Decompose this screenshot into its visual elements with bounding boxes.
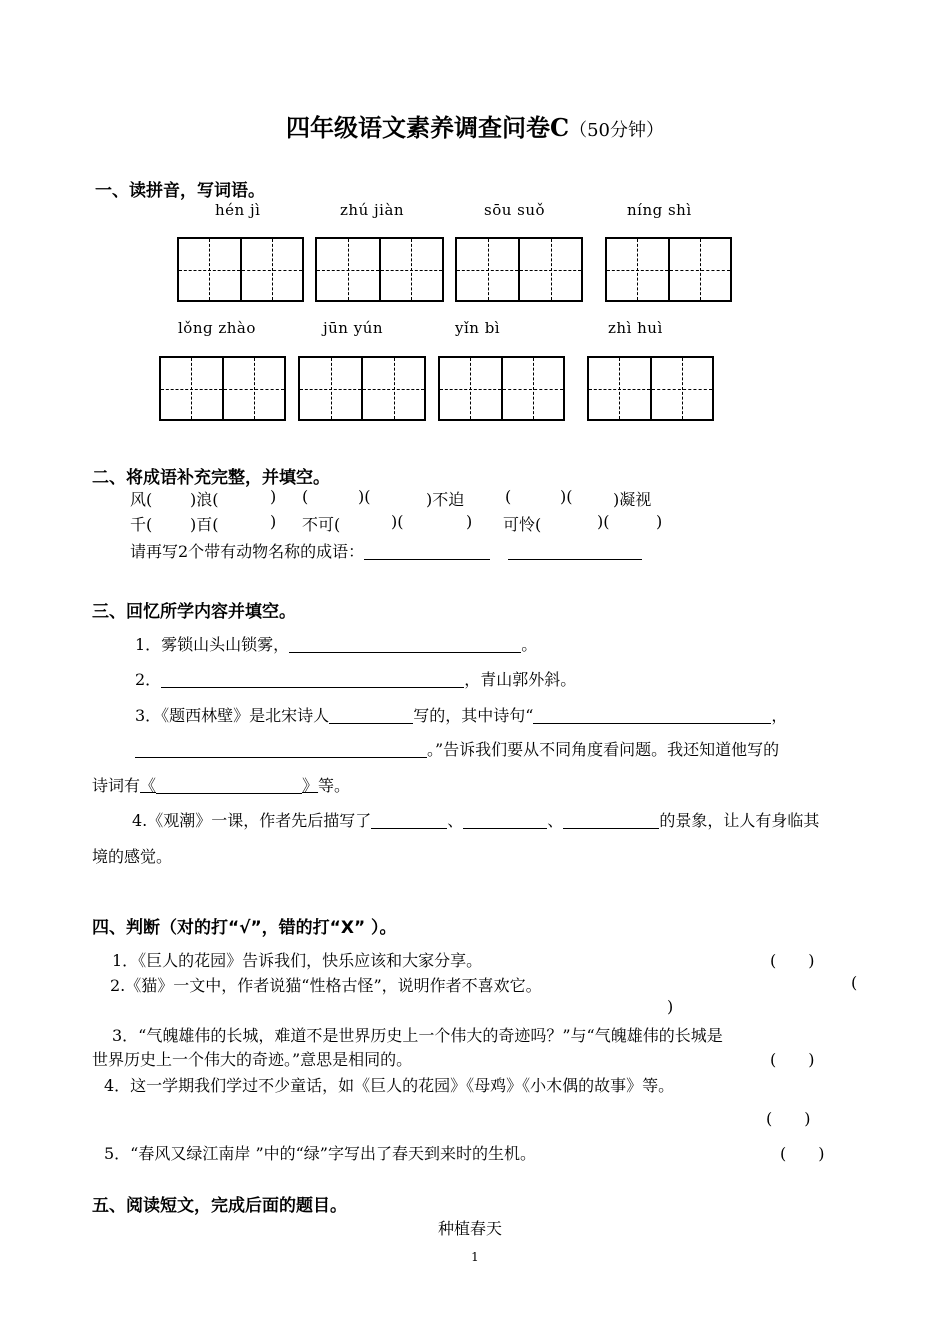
idiom-4-b: )百( xyxy=(190,515,219,534)
judge-q1-answer[interactable]: ( ) xyxy=(770,951,815,970)
recall-q2: 2． ，青山郭外斜。 xyxy=(135,670,577,689)
answer-blank[interactable] xyxy=(289,636,521,653)
answer-blank[interactable] xyxy=(156,777,302,794)
idiom-3-c: )凝视 xyxy=(613,490,652,509)
pinyin-2: zhú jiàn xyxy=(340,201,405,219)
answer-blank[interactable] xyxy=(463,812,547,829)
idiom-2-c: )不迫 xyxy=(426,490,465,509)
title-duration: （50分钟） xyxy=(569,120,664,141)
pinyin-5: lǒnɡ zhào xyxy=(178,319,256,337)
judge-q4: 4．这一学期我们学过不少童话，如《巨人的花园》《母鸡》《小木偶的故事》等。 xyxy=(104,1076,675,1095)
judge-q2: 2.《猫》一文中，作者说猫“性格古怪”，说明作者不喜欢它。 xyxy=(110,976,542,995)
pinyin-4: níng shì xyxy=(627,201,692,219)
idiom-6-c: ) xyxy=(656,512,663,531)
recall-q3-line3: 诗词有《 》等。 xyxy=(92,776,351,795)
recall-q4-line2: 境的感觉。 xyxy=(92,847,173,866)
idiom-4-a: 千( xyxy=(130,515,153,534)
judge-q3-line2: 世界历史上一个伟大的奇迹。”意思是相同的。 xyxy=(92,1050,413,1069)
recall-q4-line1: 4.《观潮》一课，作者先后描写了 、 、 的景象，让人有身临其 xyxy=(132,811,820,830)
idiom-1-a: 风( xyxy=(130,490,153,509)
judge-q2-answer-close[interactable]: ) xyxy=(667,997,674,1016)
writing-grid[interactable] xyxy=(177,237,304,302)
judge-q2-answer-open[interactable]: ( xyxy=(851,973,858,992)
recall-q1: 1．雾锁山头山锁雾， 。 xyxy=(135,635,538,654)
writing-grid[interactable] xyxy=(315,237,444,302)
answer-blank[interactable] xyxy=(533,707,771,724)
idiom-4-c: ) xyxy=(270,512,277,531)
judge-q3-line1: 3．“气魄雄伟的长城，难道不是世界历史上一个伟大的奇迹吗？”与“气魄雄伟的长城是 xyxy=(112,1026,723,1045)
title-main: 四年级语文素养调查问卷C xyxy=(285,113,570,142)
story-title: 种植春天 xyxy=(438,1219,503,1238)
answer-blank[interactable] xyxy=(329,707,413,724)
writing-grid[interactable] xyxy=(298,356,426,421)
section-1-heading: 一、读拼音，写词语。 xyxy=(95,181,265,201)
answer-blank[interactable] xyxy=(161,671,464,688)
answer-blank[interactable] xyxy=(371,812,447,829)
recall-q3-line1: 3．《题西林壁》是北宋诗人 写的，其中诗句“ ， xyxy=(135,706,788,725)
idiom-5-a: 不可( xyxy=(302,515,341,534)
recall-q3-line2: 。”告诉我们要从不同角度看问题。我还知道他写的 xyxy=(135,737,779,760)
writing-grid[interactable] xyxy=(438,356,565,421)
section-2-heading: 二、将成语补充完整，并填空。 xyxy=(92,468,330,488)
answer-blank[interactable] xyxy=(563,812,659,829)
section-5-heading: 五、阅读短文，完成后面的题目。 xyxy=(92,1196,347,1216)
answer-blank[interactable] xyxy=(135,741,427,758)
idiom-6-a: 可怜( xyxy=(503,515,542,534)
judge-q3-answer[interactable]: ( ) xyxy=(770,1050,815,1069)
section-3-heading: 三、回忆所学内容并填空。 xyxy=(92,602,296,622)
idiom-3-a: ( xyxy=(505,487,512,506)
page-title xyxy=(0,108,950,143)
writing-grid[interactable] xyxy=(605,237,732,302)
idiom-1-c: ) xyxy=(270,487,277,506)
judge-q5-answer[interactable]: ( ) xyxy=(780,1144,825,1163)
judge-q1: 1．《巨人的花园》告诉我们，快乐应该和大家分享。 xyxy=(112,951,483,970)
pinyin-3: sōu suǒ xyxy=(484,201,546,219)
pinyin-1: hén jì xyxy=(215,201,261,219)
idiom-2-b: )( xyxy=(358,487,371,506)
idiom-5-c: ) xyxy=(466,512,473,531)
pinyin-7: yǐn bì xyxy=(455,319,501,337)
writing-grid[interactable] xyxy=(159,356,286,421)
judge-q5: 5．“春风又绿江南岸 ”中的“绿”字写出了春天到来时的生机。 xyxy=(104,1144,536,1163)
section-4-heading: 四、判断（对的打“√”，错的打“X” ）。 xyxy=(92,918,397,938)
judge-q4-answer[interactable]: ( ) xyxy=(766,1109,811,1128)
answer-blank[interactable] xyxy=(364,543,490,560)
pinyin-6: jūn yún xyxy=(323,319,384,337)
idiom-6-b: )( xyxy=(597,512,610,531)
idiom-5-b: )( xyxy=(391,512,404,531)
idiom-3-b: )( xyxy=(560,487,573,506)
pinyin-8: zhì huì xyxy=(608,319,663,337)
page-number: 1 xyxy=(471,1250,479,1264)
writing-grid[interactable] xyxy=(455,237,583,302)
writing-grid[interactable] xyxy=(587,356,714,421)
answer-blank[interactable] xyxy=(508,543,642,560)
animal-idiom-prompt: 请再写2个带有动物名称的成语： xyxy=(130,539,642,562)
idiom-1-b: )浪( xyxy=(190,490,219,509)
idiom-2-a: ( xyxy=(302,487,309,506)
